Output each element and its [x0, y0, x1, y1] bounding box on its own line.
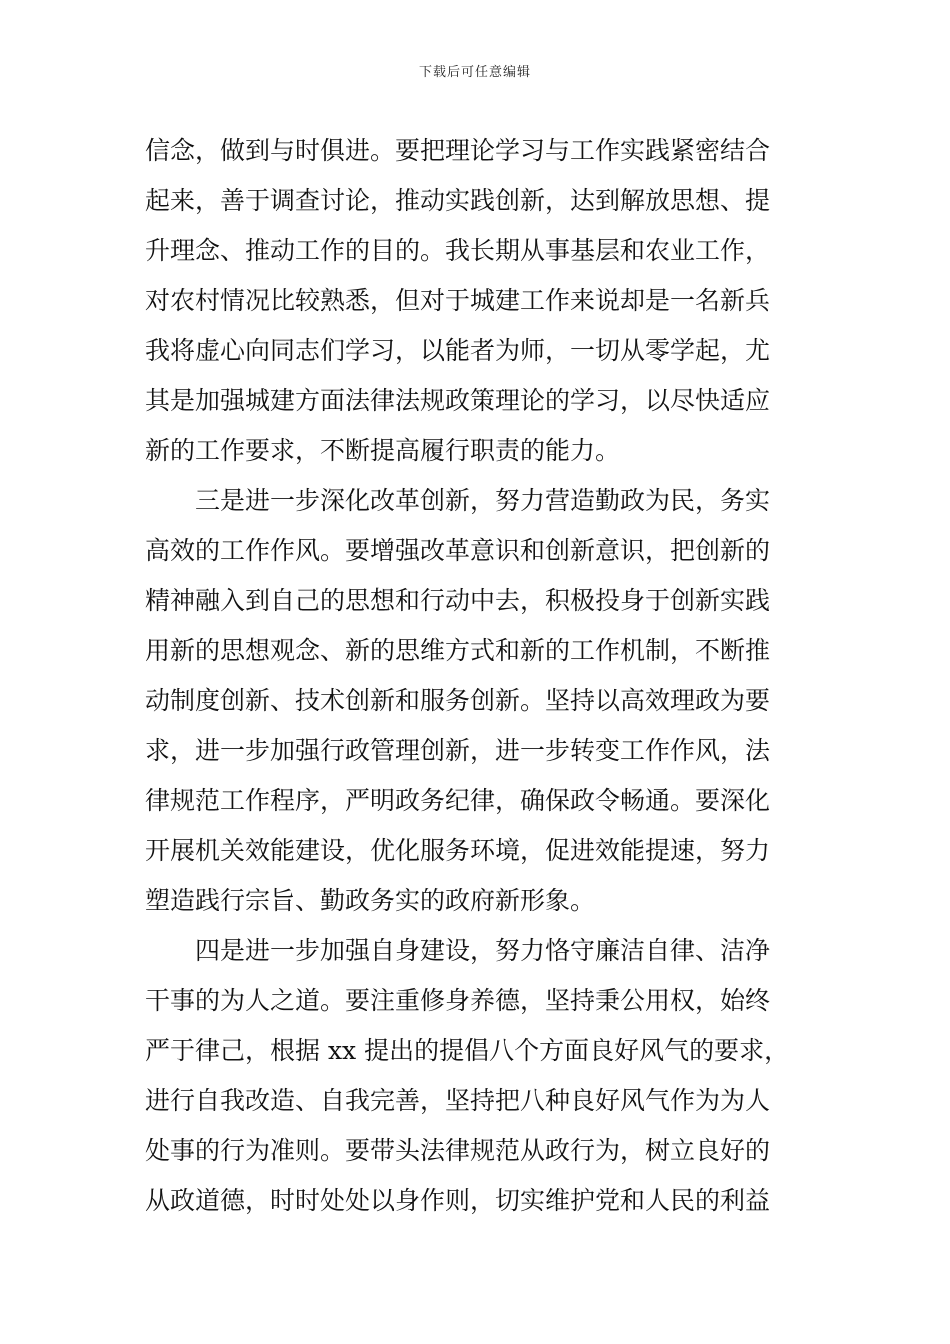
text-line: 进行自我改造、自我完善，坚持把八种良好风气作为为人: [145, 1086, 771, 1115]
text-line: 三是进一步深化改革创新，努力营造勤政为民，务实: [145, 486, 771, 515]
text-line: 其是加强城建方面法律法规政策理论的学习，以尽快适应: [145, 386, 771, 415]
text-line: 严于律己，根据 xx 提出的提倡八个方面良好风气的要求，: [145, 1036, 790, 1065]
text-line: 起来，善于调查讨论，推动实践创新，达到解放思想、提: [145, 186, 771, 215]
text-line: 四是进一步加强自身建设，努力恪守廉洁自律、洁净: [145, 936, 771, 965]
text-line: 精神融入到自己的思想和行动中去，积极投身于创新实践: [145, 586, 771, 615]
text-line: 用新的思想观念、新的思维方式和新的工作机制，不断推: [145, 636, 771, 665]
paragraph: [145, 126, 815, 476]
page-header: 下载后可任意编辑: [418, 65, 531, 80]
text-line: 塑造践行宗旨、勤政务实的政府新形象。: [145, 886, 596, 915]
text-line: 升理念、推动工作的目的。我长期从事基层和农业工作，: [145, 236, 771, 265]
text-line: 动制度创新、技术创新和服务创新。坚持以高效理政为要: [145, 686, 771, 715]
text-line: 处事的行为准则。要带头法律规范从政行为，树立良好的: [145, 1136, 771, 1165]
paragraph: [145, 926, 815, 1226]
paragraph: [145, 476, 815, 926]
text-line: 律规范工作程序，严明政务纪律，确保政令畅通。要深化: [145, 786, 771, 815]
text-line: 从政道德，时时处处以身作则，切实维护党和人民的利益: [145, 1186, 771, 1215]
text-line: 求，进一步加强行政管理创新，进一步转变工作作风，法: [145, 736, 771, 765]
document-body: [145, 126, 815, 1226]
text-line: 高效的工作作风。要增强改革意识和创新意识，把创新的: [145, 536, 771, 565]
text-line: 对农村情况比较熟悉，但对于城建工作来说却是一名新兵: [145, 286, 771, 315]
text-line: 新的工作要求，不断提高履行职责的能力。: [145, 436, 621, 465]
text-line: 信念，做到与时俱进。要把理论学习与工作实践紧密结合: [145, 136, 771, 165]
text-line: 开展机关效能建设，优化服务环境，促进效能提速，努力: [145, 836, 771, 865]
text-line: 我将虚心向同志们学习，以能者为师，一切从零学起，尤: [145, 336, 771, 365]
text-line: 干事的为人之道。要注重修身养德，坚持秉公用权，始终: [145, 986, 771, 1015]
